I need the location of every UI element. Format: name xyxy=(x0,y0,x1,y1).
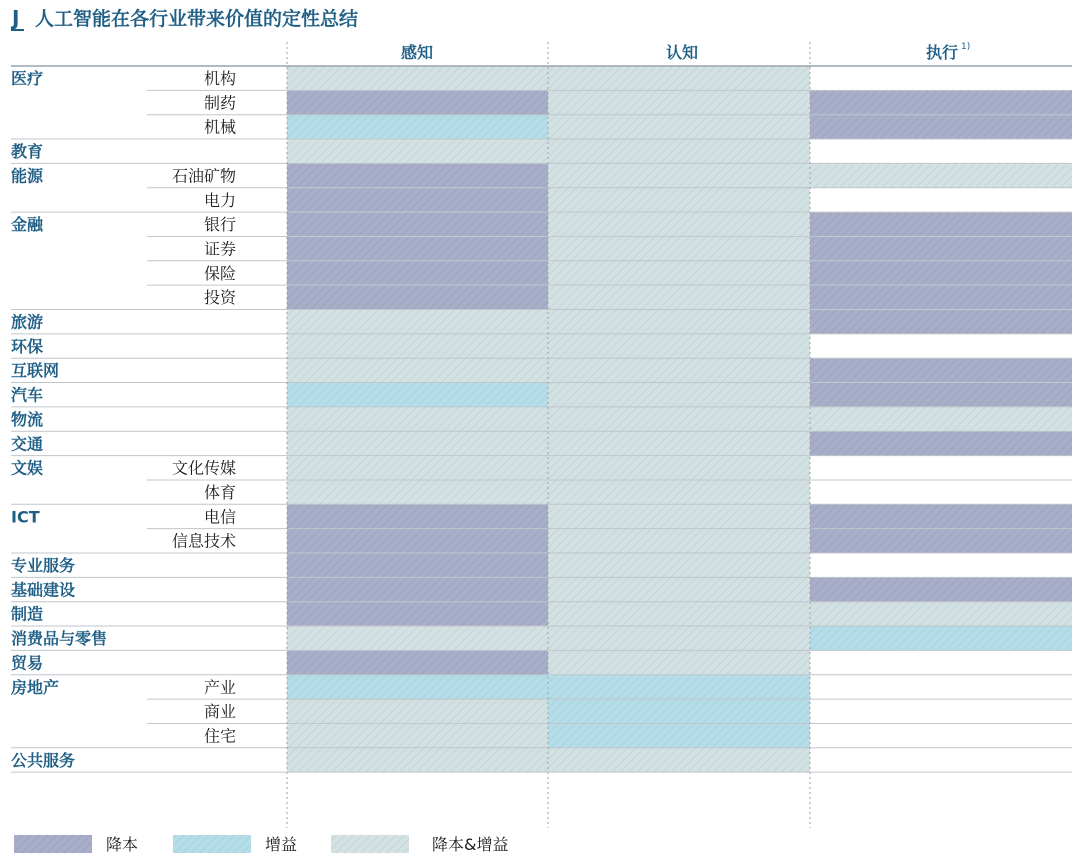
legend-label-gain: 增益 xyxy=(265,835,298,854)
industry-label: 专业服务 xyxy=(11,556,76,575)
industry-label: 医疗 xyxy=(11,69,44,88)
cell-execution-cost xyxy=(810,431,1072,455)
cell-cognition-both xyxy=(548,431,810,455)
column-header-perception: 感知 xyxy=(400,43,434,62)
legend xyxy=(14,835,508,854)
cell-perception-gain xyxy=(287,675,548,699)
cell-cognition-both xyxy=(548,529,810,553)
cell-perception-gain xyxy=(287,383,548,407)
legend-swatch-both xyxy=(331,835,409,853)
cell-perception-both xyxy=(287,310,548,334)
cell-cognition-both xyxy=(548,285,810,309)
sub-industry-label: 体育 xyxy=(203,482,236,502)
industry-label: 公共服务 xyxy=(11,750,76,770)
sub-industry-label: 石油矿物 xyxy=(171,166,236,186)
cell-cognition-both xyxy=(548,90,810,114)
cell-cognition-both xyxy=(548,66,810,90)
chart-title: 人工智能在各行业带来价值的定性总结 xyxy=(35,8,359,30)
cell-execution-cost xyxy=(810,285,1072,309)
cell-cognition-gain xyxy=(548,675,810,699)
cell-cognition-both xyxy=(548,553,810,577)
cell-execution-cost xyxy=(810,383,1072,407)
cell-perception-cost xyxy=(287,553,548,577)
sub-industry-label: 文化传媒 xyxy=(171,458,236,478)
sub-industry-label: 制药 xyxy=(203,93,236,113)
legend-swatch-cost xyxy=(14,835,92,853)
cell-perception-both xyxy=(287,699,548,723)
cell-cognition-both xyxy=(548,626,810,650)
cell-perception-cost xyxy=(287,577,548,601)
sub-industry-label: 投资 xyxy=(203,288,236,308)
cell-execution-cost xyxy=(810,529,1072,553)
cell-perception-cost xyxy=(287,188,548,212)
cell-execution-both xyxy=(810,163,1072,187)
industry-label: 房地产 xyxy=(11,677,60,697)
cell-perception-cost xyxy=(287,285,548,309)
cell-perception-cost xyxy=(287,163,548,187)
cell-perception-cost xyxy=(287,529,548,553)
cell-perception-both xyxy=(287,456,548,480)
cell-cognition-both xyxy=(548,456,810,480)
cell-execution-cost xyxy=(810,577,1072,601)
industry-label: 互联网 xyxy=(11,361,60,381)
cell-cognition-both xyxy=(548,577,810,601)
cell-cognition-both xyxy=(548,188,810,212)
cell-cognition-gain xyxy=(548,723,810,747)
cell-cognition-both xyxy=(548,139,810,163)
row-labels-group xyxy=(10,69,237,770)
column-header-cognition: 认知 xyxy=(665,43,699,62)
cell-perception-cost xyxy=(287,212,548,236)
cell-cognition-both xyxy=(548,602,810,626)
industry-label: 物流 xyxy=(11,409,44,429)
sub-industry-label: 机构 xyxy=(203,69,236,88)
sub-industry-label: 住宅 xyxy=(203,726,236,746)
industry-label: 基础建设 xyxy=(11,580,76,600)
cell-cognition-both xyxy=(548,358,810,382)
sub-industry-label: 产业 xyxy=(203,677,236,697)
industry-label: 教育 xyxy=(11,142,44,162)
cell-perception-gain xyxy=(287,115,548,139)
cell-perception-both xyxy=(287,431,548,455)
sub-industry-label: 银行 xyxy=(203,215,236,235)
column-header-execution: 执行 xyxy=(925,43,959,62)
cell-execution-cost xyxy=(810,236,1072,260)
cell-cognition-both xyxy=(548,236,810,260)
cell-execution-cost xyxy=(810,90,1072,114)
cell-perception-both xyxy=(287,748,548,772)
cell-cognition-both xyxy=(548,504,810,528)
industry-label: 汽车 xyxy=(11,385,44,405)
cell-perception-cost xyxy=(287,90,548,114)
industry-label: 消费品与零售 xyxy=(11,629,108,649)
cell-execution-cost xyxy=(810,115,1072,139)
cell-perception-cost xyxy=(287,236,548,260)
cell-cognition-both xyxy=(548,163,810,187)
column-footnote: 1) xyxy=(961,42,971,52)
cell-cognition-both xyxy=(548,115,810,139)
cell-execution-cost xyxy=(810,358,1072,382)
industry-label: 文娱 xyxy=(11,458,44,478)
cell-execution-cost xyxy=(810,504,1072,528)
cell-perception-both xyxy=(287,626,548,650)
industry-label: 旅游 xyxy=(11,312,44,332)
legend-label-both: 降本&增益 xyxy=(432,835,509,854)
cell-cognition-both xyxy=(548,261,810,285)
cell-cognition-both xyxy=(548,407,810,431)
cell-perception-cost xyxy=(287,504,548,528)
legend-swatch-gain xyxy=(173,835,251,853)
cell-perception-both xyxy=(287,66,548,90)
sub-industry-label: 机械 xyxy=(203,117,236,137)
industry-label: 制造 xyxy=(11,604,44,624)
sub-industry-label: 信息技术 xyxy=(171,531,236,551)
sub-industry-label: 商业 xyxy=(203,702,236,722)
cell-perception-cost xyxy=(287,650,548,674)
sub-industry-label: 电力 xyxy=(203,190,236,210)
legend-label-cost: 降本 xyxy=(106,835,139,854)
cell-perception-both xyxy=(287,407,548,431)
cell-execution-cost xyxy=(810,212,1072,236)
cell-execution-both xyxy=(810,602,1072,626)
cell-perception-both xyxy=(287,723,548,747)
industry-label: 贸易 xyxy=(11,653,44,673)
cell-cognition-both xyxy=(548,480,810,504)
cell-cognition-both xyxy=(548,383,810,407)
cell-perception-both xyxy=(287,334,548,358)
cell-execution-cost xyxy=(810,310,1072,334)
industry-label: 金融 xyxy=(11,215,44,235)
sub-industry-label: 电信 xyxy=(203,507,236,527)
sub-industry-label: 保险 xyxy=(203,263,236,283)
cell-cognition-gain xyxy=(548,699,810,723)
industry-label: 交通 xyxy=(11,434,44,454)
cell-execution-gain xyxy=(810,626,1072,650)
cell-cognition-both xyxy=(548,334,810,358)
cell-perception-cost xyxy=(287,602,548,626)
cell-perception-both xyxy=(287,480,548,504)
cell-cognition-both xyxy=(548,212,810,236)
cell-cognition-both xyxy=(548,650,810,674)
cell-execution-cost xyxy=(810,261,1072,285)
cell-perception-cost xyxy=(287,261,548,285)
cell-perception-both xyxy=(287,358,548,382)
cell-execution-both xyxy=(810,407,1072,431)
industry-label: ICT xyxy=(11,507,40,527)
industry-label: 环保 xyxy=(11,336,44,356)
industry-label: 能源 xyxy=(11,166,44,186)
cell-cognition-both xyxy=(548,748,810,772)
cells-group xyxy=(287,66,1072,772)
sub-industry-label: 证券 xyxy=(203,239,236,259)
cell-cognition-both xyxy=(548,310,810,334)
chart-title-marker: J xyxy=(12,6,20,30)
cell-perception-both xyxy=(287,139,548,163)
